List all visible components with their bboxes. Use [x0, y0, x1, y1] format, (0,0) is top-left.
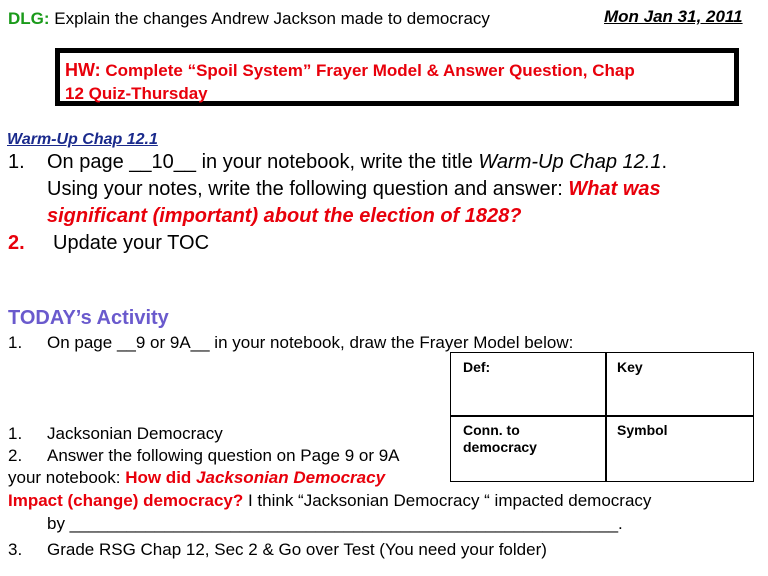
warmup-text-c: .: [661, 151, 668, 173]
activity-item-3-text: Grade RSG Chap 12, Sec 2 & Go over Test (You need your folder): [47, 540, 547, 559]
answer-prompt: I think “Jacksonian Democracy “ impacted democracy: [243, 491, 652, 510]
answer-blank-line: by __________________________________________________________.: [47, 514, 623, 533]
warmup-question-start: What was: [568, 178, 661, 200]
warmup-item-2-text: Update your TOC: [53, 232, 210, 254]
activity-sub-2-line-3: [8, 491, 651, 511]
frayer-conn-label: Conn. to democracy: [463, 422, 537, 455]
dlg-text: Explain the changes Andrew Jackson made to democracy: [49, 9, 490, 28]
warmup-title-text: Warm-Up Chap 12.1: [478, 151, 662, 173]
date: Mon Jan 31, 2011: [604, 7, 743, 26]
frayer-def-label: Def:: [463, 359, 491, 375]
question-impact: Impact (change) democracy?: [8, 491, 244, 510]
activity-sub-2-num: 2.: [8, 446, 23, 465]
warmup-item-1-line-1: [47, 151, 667, 174]
warmup-item-2-num: 2.: [8, 232, 25, 254]
question-jacksonian: Jacksonian Democracy: [196, 468, 386, 487]
dlg-line: [8, 9, 490, 29]
frayer-key-label: Key: [617, 359, 643, 375]
frayer-divider-horizontal: [451, 415, 753, 417]
warmup-heading: Warm-Up Chap 12.1: [7, 131, 158, 148]
warmup-text-a: On page __10__ in your notebook, write the title: [47, 151, 479, 173]
warmup-item-1-num: 1.: [8, 151, 25, 173]
notebook-text: your notebook:: [8, 468, 126, 487]
frayer-symbol-label: Symbol: [617, 422, 668, 438]
activity-sub-2-text: Answer the following question on Page 9 or 9A: [47, 446, 400, 465]
warmup-text-d: Using your notes, write the following question and answer:: [47, 178, 569, 200]
question-how-did: How did: [125, 468, 197, 487]
activity-sub-2-line-2: [8, 468, 385, 488]
activity-item-1-text: On page __9 or 9A__ in your notebook, draw the Frayer Model below:: [47, 333, 574, 352]
dlg-colon: :: [43, 9, 50, 28]
dlg-label: DLG: [8, 9, 44, 28]
homework-box: [55, 48, 739, 106]
homework-text-1: Complete “Spoil System” Frayer Model & Answer Question, Chap: [100, 61, 635, 80]
activity-item-3-num: 3.: [8, 540, 23, 559]
frayer-model: [450, 352, 754, 482]
homework-line-2: 12 Quiz-Thursday: [65, 84, 208, 103]
activity-sub-1-num: 1.: [8, 424, 23, 443]
homework-label: HW:: [65, 60, 101, 80]
frayer-divider-vertical: [605, 353, 607, 481]
homework-line-1: [65, 60, 635, 81]
activity-heading: TODAY’s Activity: [8, 307, 169, 329]
activity-sub-1-text: Jacksonian Democracy: [47, 424, 223, 443]
warmup-question-end: significant (important) about the election of 1828?: [47, 205, 522, 227]
activity-item-1-num: 1.: [8, 333, 23, 352]
warmup-item-1-line-2: [47, 178, 661, 201]
